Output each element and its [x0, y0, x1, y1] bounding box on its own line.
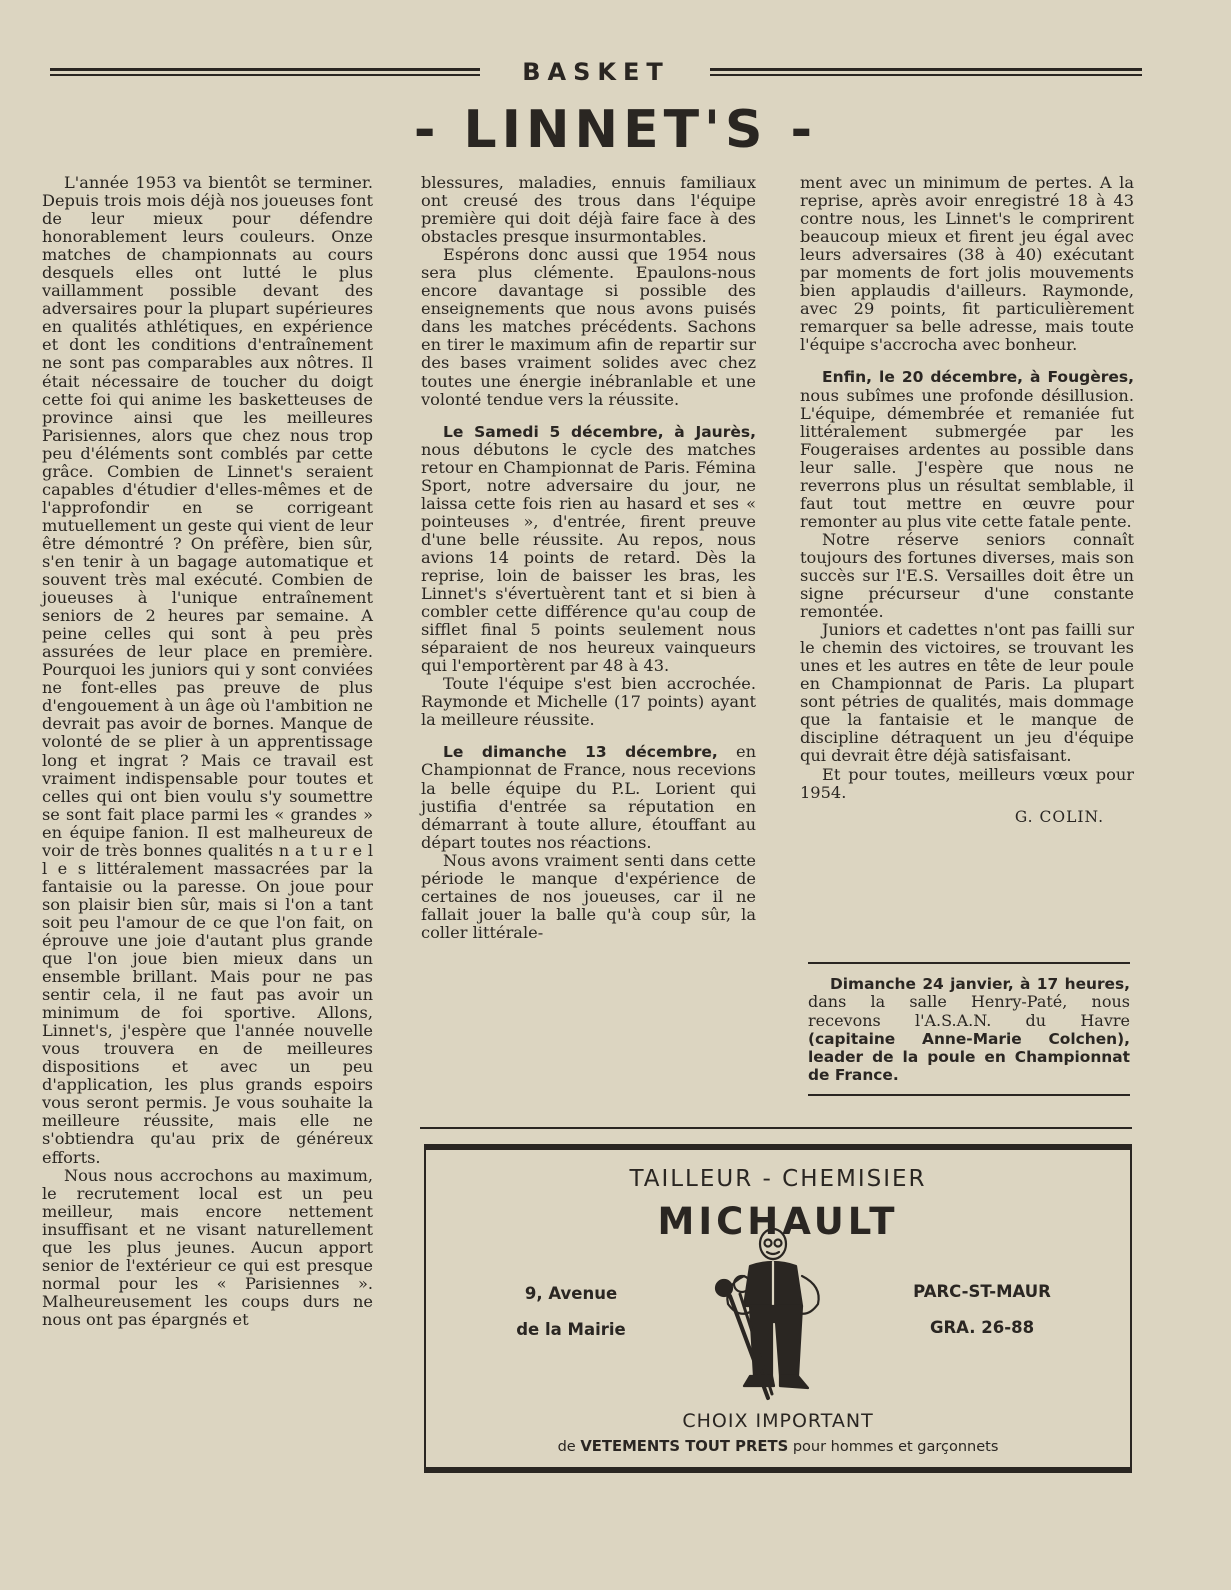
match-date-lead: Enfin, le 20 décembre, à Fougères, [822, 368, 1134, 387]
notice-text: dans la salle Henry-Paté, nous recevons l'A.S.A.N. du Havre [808, 992, 1130, 1030]
ad-tagline [426, 1438, 1130, 1455]
match-report-paragraph [800, 368, 1134, 530]
section-rubric [50, 58, 1142, 88]
ad-border-top [424, 1144, 1132, 1150]
article-paragraph: Juniors et cadettes n'ont pas failli sur le chemin des victoires, se trouvant les unes et les autres en tête de leur poule en Championnat de Paris. La plupart sont pétries de qualités, mais dommage que la fantaisie et le manque de discipline détraquent un jeu d'équipe qui devrait être déjà satisfaisant. [800, 620, 1134, 766]
article-column-1 [42, 174, 373, 1329]
article-paragraph: Nous avons vraiment senti dans cette période le manque d'expérience de certaines de nos joueuses, car il ne fallait jouer la balle qu'à coup sûr, la coller littérale- [421, 850, 756, 942]
tailor-figure-illustration [710, 1226, 836, 1402]
notice-lead: Dimanche 24 janvier, à 17 heures, [830, 975, 1130, 993]
match-report-text: en Championnat de France, nous recevions la belle équipe du P.L. Lorient qui justifia d'entrée sa réputation en démarrant à toute allure, étouffant au départ toutes nos réactions. [421, 742, 756, 852]
section-divider [420, 1127, 1132, 1129]
ad-tag-post: pour hommes et garçonnets [788, 1439, 999, 1455]
ad-choice: CHOIX IMPORTANT [682, 1410, 874, 1432]
ad-brand-name: MICHAULT [657, 1200, 899, 1243]
article-paragraph: Et pour toutes, meilleurs vœux pour 1954. [800, 764, 1134, 802]
ad-tag-pre: de [557, 1439, 581, 1455]
match-report-text: nous débutons le cycle des matches retour en Championnat de Paris. Fémina Sport, notre adversaire du jour, ne laissa cette fois rien au hasard et ses « pointeuses », d'entrée, firent preuve d'une belle réussite. Au repos, nous avions 14 points de retard. Dès la reprise, loin de baisser les bras, les Linnet's s'évertuèrent tant et si bien à combler cette différence qu'au coup de sifflet final 5 points seulement nous séparaient de nos heureux vainqueurs qui l'emportèrent par 48 à 43. [421, 439, 756, 676]
ad-address [486, 1276, 656, 1348]
article-paragraph: ment avec un minimum de pertes. A la reprise, après avoir enregistré 18 à 43 contre nous, les Linnet's le comprirent beaucoup mieux et firent jeu égal avec leurs adversaires (38 à 40) exécutant par moments de fort jolis mouvements bien applaudis d'ailleurs. Raymonde, avec 29 points, fit particulièrement remarquer sa belle adresse, mais toute l'équipe s'accrocha avec bonheur. [800, 173, 1134, 355]
article-headline: - LINNET'S - [413, 100, 818, 160]
ad-tag-bold: VETEMENTS TOUT PRETS [580, 1438, 789, 1455]
ad-trade: TAILLEUR - CHEMISIER [629, 1166, 927, 1192]
notice-rule-bottom [808, 1094, 1130, 1096]
article-paragraph: blessures, maladies, ennuis familiaux ont creusé des trous dans l'équipe première qui doit déjà faire face à des obstacles presque insurmontables. [421, 173, 756, 247]
notice-rule-top [808, 962, 1130, 964]
upcoming-match-notice [808, 975, 1130, 1085]
article-paragraph: Toute l'équipe s'est bien accrochée. Raymonde et Michelle (17 points) ayant la meilleure réussite. [421, 674, 756, 730]
article-paragraph: Notre réserve seniors connaît toujours des fortunes diverses, mais son succès sur l'E.S. Versailles doit être un signe précurseur d'une constante remontée. [800, 529, 1134, 622]
tailor-advertisement [424, 1144, 1132, 1473]
article-paragraph: Nous nous accrochons au maximum, le recrutement local est un peu meilleur, mais encore nettement insuffisant et ne visant naturellement que les plus jeunes. Aucun apport senior de l'extérieur ce qui est presque normal pour les « Parisiennes ». Malheureusement les coups durs ne nous ont pas épargnés et [42, 1165, 373, 1329]
article-paragraph: L'année 1953 va bientôt se terminer. Depuis trois mois déjà nos joueuses font de leur mieux pour défendre honorablement leurs couleurs. Onze matches de championnats au cours desquels elles ont lutté le plus vaillamment possible devant des adversaires pour la plupart supérieures en qualités athlétiques, en expérience et dont les conditions d'entraînement ne sont pas comparables aux nôtres. Il était nécessaire de toucher du doigt cette foi qui anime les basketteuses de province ainsi que les meilleures Parisiennes, alors que chez nous trop peu d'éléments sont comblés par cette grâce. Combien de Linnet's seraient capables d'étudier d'elles-mêmes et de l'approfondir en se corrigeant mutuellement un geste qui vient de leur être démontré ? On préfère, bien sûr, s'en tenir à un bagage automatique et souvent très mal exécuté. Combien de joueuses à l'unique entraînement seniors de 2 heures par semaine. A peine celles qui sont à peu près assurées de leur place en première. Pourquoi les juniors qui y sont conviées ne font-elles pas preuve de plus d'engouement à un âge où l'ambition ne devrait pas avoir de bornes. Manque de volonté de se plier à un apprentissage long et ingrat ? Mais ce travail est vraiment indispensable pour toutes et celles qui ont bien voulu s'y soumettre se sont fait place parmi les « grandes » en équipe fanion. Il est malheureux de voir de très bonnes qualités n a t u r e l l e s littéralement massacrées par la fantaisie ou la paresse. On joue pour son plaisir bien sûr, mais si l'on a tant soit peu l'amour de ce que l'on fait, on éprouve une joie d'autant plus grande que l'on joue bien mieux dans un ensemble brillant. Mais pour ne pas sentir cela, il ne faut pas avoir un minimum de foi sportive. Allons, Linnet's, j'espère que l'année nouvelle vous trouvera en de meilleures dispositions et avec un peu d'application, les plus grands espoirs vous seront permis. Je vous souhaite la meilleure réussite, mais elle ne s'obtiendra qu'au prix de généreux efforts. [42, 173, 373, 1167]
rubric-rule-right [710, 68, 1142, 76]
notice-bold-tail: (capitaine Anne-Marie Colchen), leader de la poule en Championnat de France. [808, 1029, 1130, 1085]
match-date-lead: Le dimanche 13 décembre, [443, 743, 718, 762]
article-column-2 [421, 174, 756, 942]
article-column-3 [800, 174, 1134, 826]
ad-address-line: 9, Avenue [524, 1284, 618, 1303]
match-date-lead: Le Samedi 5 décembre, à Jaurès, [443, 422, 756, 441]
article-paragraph: Espérons donc aussi que 1954 nous sera plus clémente. Epaulons-nous encore davantage si possible des enseignements que nous avons puisés dans les matches précédents. Sachons en tirer le maximum afin de repartir sur des bases vraiment solides avec chez toutes une énergie inébranlable et une volonté tendue vers la réussite. [421, 245, 756, 409]
match-report-text: nous subîmes une profonde désillusion. L'équipe, démembrée et remaniée fut littéralement submergée par les Fougeraises ardentes au possible dans leur salle. J'espère que nous ne reverrons plus un résultat semblable, il faut tout mettre en œuvre pour remonter au plus vite cette fatale pente. [800, 385, 1134, 531]
match-report-paragraph [421, 423, 756, 676]
article-signature: G. COLIN. [1014, 807, 1104, 826]
ad-contact [892, 1274, 1072, 1346]
match-report-paragraph [421, 743, 756, 851]
ad-address-line: de la Mairie [516, 1320, 626, 1339]
ad-phone: GRA. 26-88 [929, 1318, 1035, 1337]
ad-city: PARC-ST-MAUR [913, 1282, 1051, 1301]
ad-border-bottom [424, 1467, 1132, 1473]
rubric-title: BASKET [522, 58, 670, 86]
